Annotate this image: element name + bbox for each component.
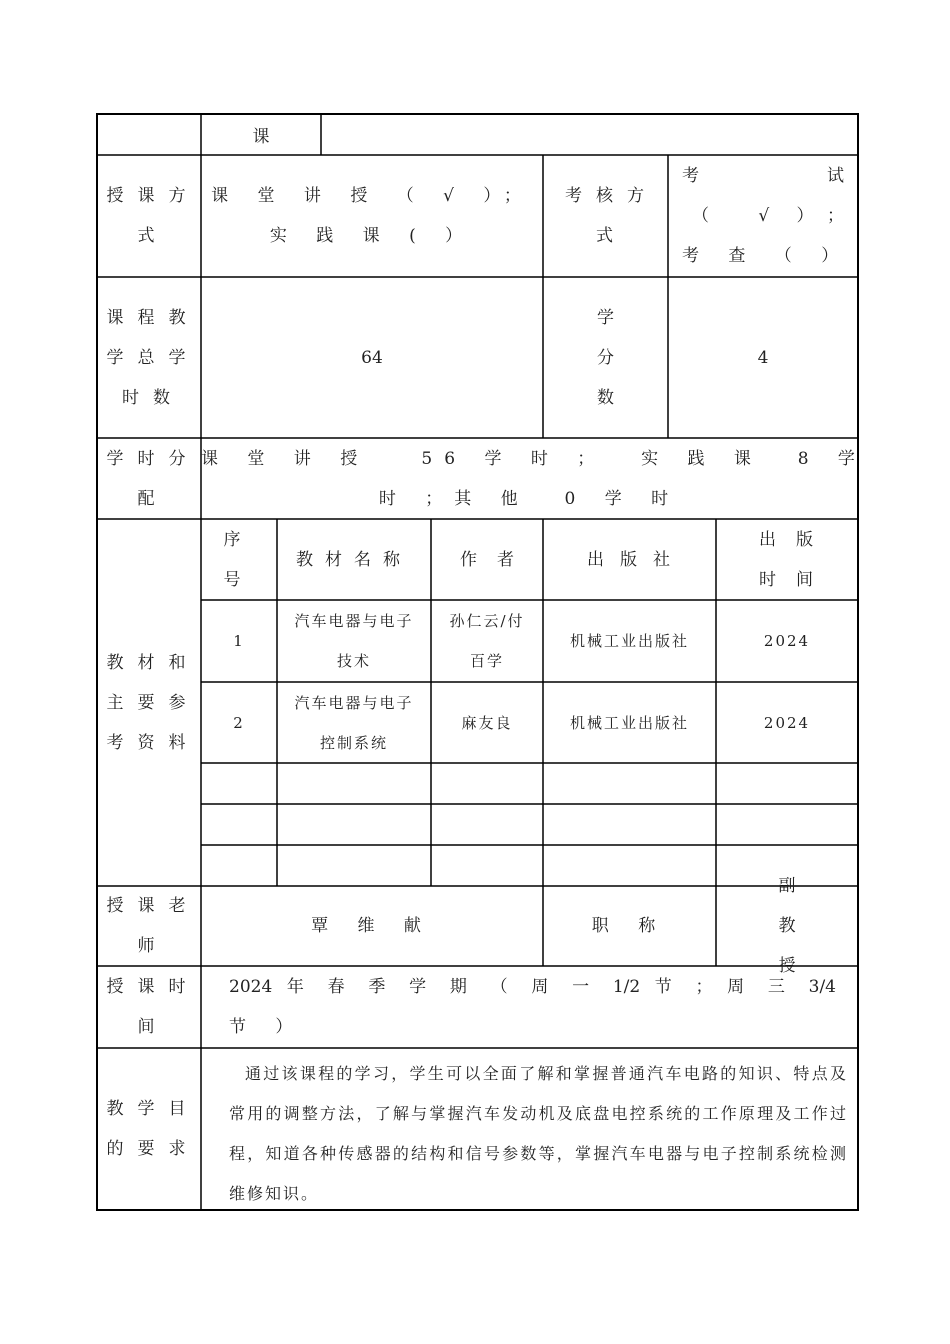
col-header-no: 序号 xyxy=(223,529,255,590)
objectives-label: 教学目的要求 xyxy=(106,1099,200,1159)
allocation-value xyxy=(201,438,867,519)
row2-title: 汽车电器与电子控制系统 xyxy=(294,693,414,752)
row2-year: 2024 xyxy=(763,713,811,732)
schedule-line2: 节 ） xyxy=(229,1017,305,1037)
teacher-name: 覃 维 献 xyxy=(311,916,433,936)
row2-publisher: 机械工业出版社 xyxy=(569,713,689,732)
col-header-title: 教材名称 xyxy=(296,549,412,570)
assessment-value xyxy=(668,155,858,277)
credits-label: 学分数 xyxy=(597,307,658,408)
materials-label: 教材和主要参考资料 xyxy=(106,652,200,753)
schedule-line1: 2024 年 春 季 学 期 （ 周 一 1/2 节 ； 周 三 3/4 xyxy=(229,977,836,997)
total-hours-label: 课程教学总学时数 xyxy=(106,307,200,408)
total-hours-value: 64 xyxy=(361,347,383,368)
teaching-method-label: 授课方式 xyxy=(106,186,200,246)
credits-value: 4 xyxy=(757,347,769,368)
row1-year: 2024 xyxy=(763,632,811,650)
row2-no: 2 xyxy=(233,713,245,732)
title-label: 职 称 xyxy=(591,916,668,936)
schedule-value xyxy=(201,966,858,1048)
col-header-author: 作者 xyxy=(460,549,534,570)
row2-author: 麻友良 xyxy=(461,713,513,732)
lecture-option: 课 堂 讲 授 （ √ ）； xyxy=(211,186,533,206)
title-value: 副教授 xyxy=(778,876,816,976)
allocation-line2: 时 ；其 他 0 学 时 xyxy=(378,488,681,509)
teaching-method-value xyxy=(201,155,543,277)
col-header-year: 出版时间 xyxy=(759,529,833,590)
allocation-line1: 课 堂 讲 授 56 学 时 ； 实 践 课 8 学 xyxy=(201,448,867,469)
schedule-label: 授课时间 xyxy=(106,977,200,1037)
row1-author: 孙仁云/付百学 xyxy=(449,612,525,670)
practice-option: 实 践 课 ( ） xyxy=(269,226,475,246)
teacher-label: 授课老师 xyxy=(106,896,200,956)
header-label: 课 xyxy=(252,127,270,147)
row1-no: 1 xyxy=(233,632,245,650)
exam-check: （ √ ）； xyxy=(692,206,844,226)
assessment-label: 考核方式 xyxy=(565,186,658,246)
check-option: 考 查 （ ） xyxy=(682,246,851,266)
exam-option: 考 试 xyxy=(682,166,844,186)
allocation-label: 学时分配 xyxy=(106,448,200,509)
row1-title: 汽车电器与电子技术 xyxy=(294,612,414,670)
col-header-publisher: 出版社 xyxy=(587,549,686,570)
objectives-text: 通过该课程的学习，学生可以全面了解和掌握普通汽车电路的知识、特点及常用的调整方法，了解与掌握汽车发动机及底盘电控系统的工作原理及工作过程，知道各种传感器的结构和信号参数等，掌握汽车电器与电子控制系统检测维修知识。 xyxy=(229,1064,848,1203)
row1-publisher: 机械工业出版社 xyxy=(569,632,689,650)
